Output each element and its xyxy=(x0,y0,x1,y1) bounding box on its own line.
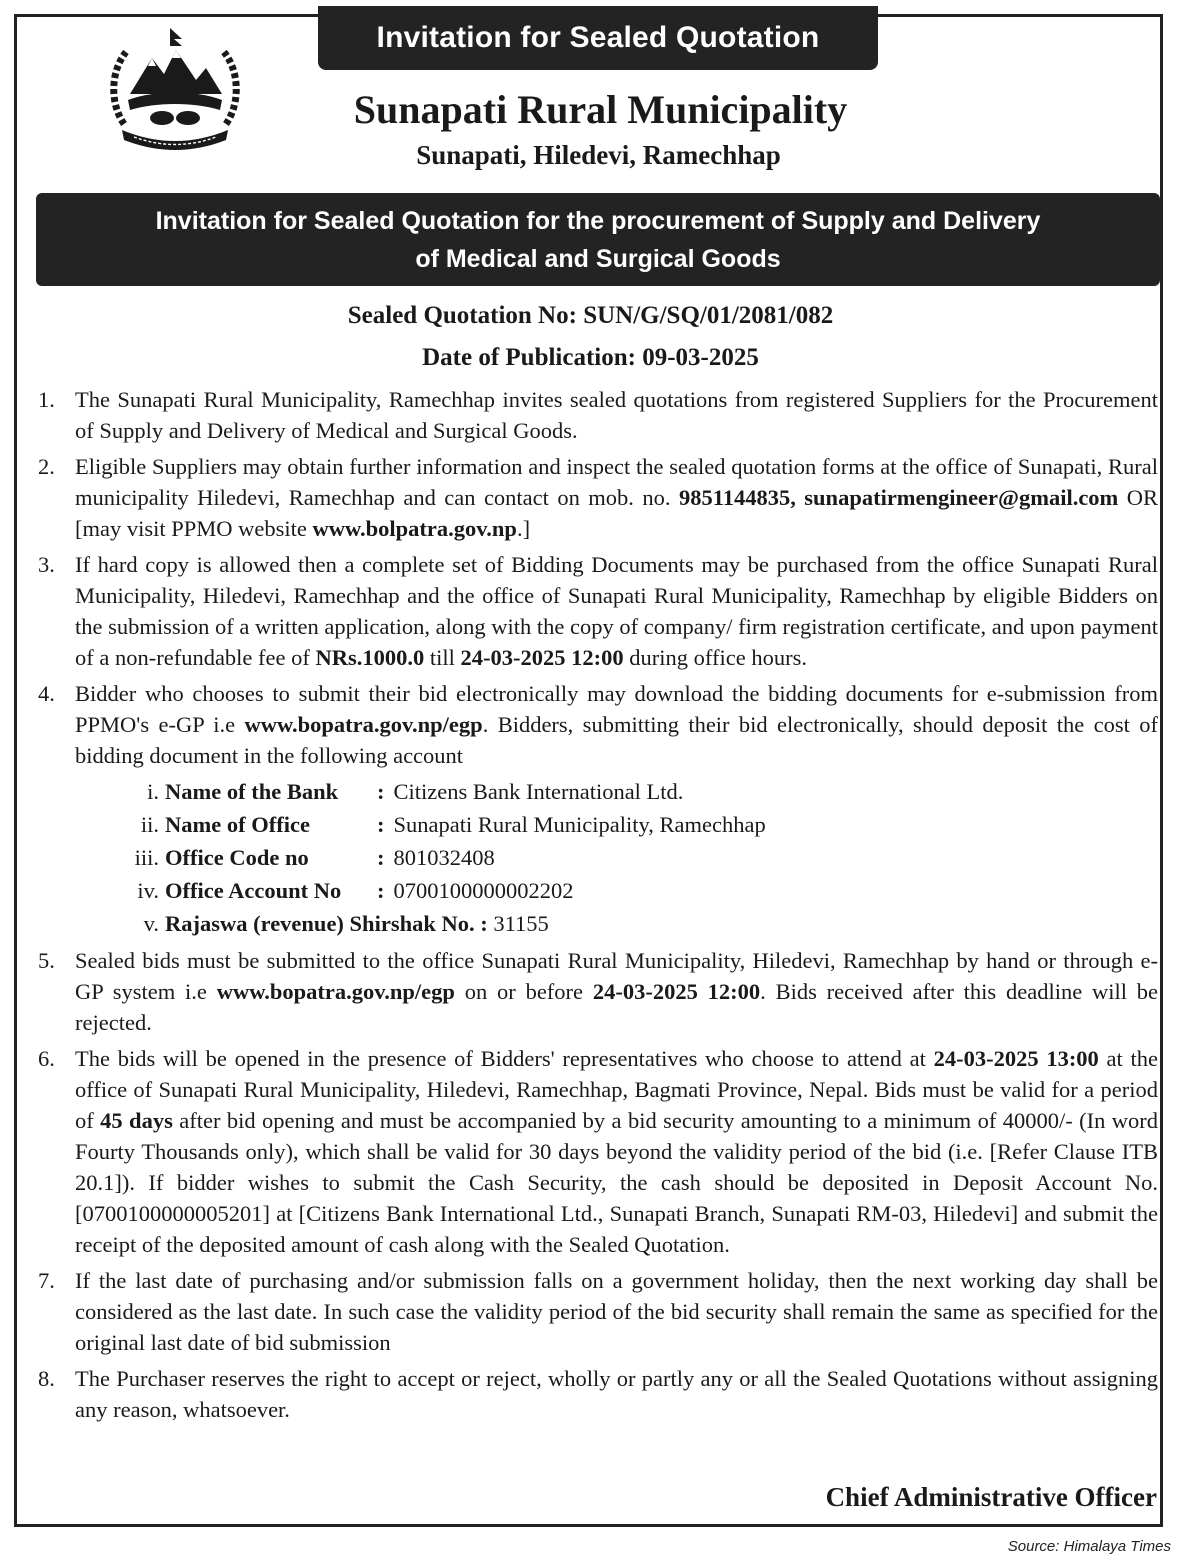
clause-8 xyxy=(38,1363,1158,1425)
clause-text: on or before xyxy=(454,979,593,1004)
source-credit: Source: Himalaya Times xyxy=(1007,1538,1171,1555)
clause-text: Eligible Suppliers may obtain further information and inspect the sealed quotation forms at the office of Sunapati, Rural municipality Hiledevi, Ramechhap and can contact on mob. no. xyxy=(75,454,1158,510)
ppmo-website: www.bolpatra.gov.np xyxy=(312,516,517,541)
clause-text: The Sunapati Rural Municipality, Ramechhap invites sealed quotations from registered Suppliers for the Procurement of Supply and Delivery of Medical and Surgical Goods. xyxy=(75,387,1158,443)
account-value: 0700100000002202 xyxy=(393,878,574,903)
account-row-account-no xyxy=(75,874,1158,907)
clause-text: OR [may visit PPMO website xyxy=(75,485,1159,541)
clause-6 xyxy=(38,1043,1158,1260)
notice-title-line1: Invitation for Sealed Quotation for the procurement of Supply and Delivery xyxy=(155,206,1041,235)
bank-account-list xyxy=(75,775,1158,940)
clause-number: 4. xyxy=(38,681,55,706)
account-value: Sunapati Rural Municipality, Ramechhap xyxy=(393,812,766,837)
clause-text: If hard copy is allowed then a complete set of Bidding Documents may be purchased from the office Sunapati Rural Municipality, Hiledevi, Ramechhap and the office of Sunapati Rural Municipality, Ramechhap by eligible Bidders on the submission of a written application, along with the copy of company/ firm registration certificate, and upon payment of a non-refundable fee of xyxy=(75,552,1158,670)
clause-number: 2. xyxy=(38,454,55,479)
clause-text: during office hours. xyxy=(623,645,807,670)
clause-text: Sealed bids must be submitted to the office Sunapati Rural Municipality, Hiledevi, Ramechhap by hand or through e-GP system i.e xyxy=(75,948,1158,1004)
egp-website: www.bopatra.gov.np/egp xyxy=(244,712,483,737)
egp-website: www.bopatra.gov.np/egp xyxy=(216,979,455,1004)
clause-1 xyxy=(38,384,1158,446)
publication-date: Date of Publication: 09-03-2025 xyxy=(422,344,759,371)
row-numeral: iv. xyxy=(137,878,159,903)
organization-address: Sunapati, Hiledevi, Ramechhap xyxy=(416,140,781,170)
top-banner: Invitation for Sealed Quotation xyxy=(318,6,878,70)
document-fee: NRs.1000.0 xyxy=(315,645,425,670)
purchase-deadline: 24-03-2025 12:00 xyxy=(460,645,624,670)
notice-title-line2: of Medical and Surgical Goods xyxy=(415,244,781,273)
clause-text: till xyxy=(424,645,461,670)
clause-2 xyxy=(38,451,1158,544)
clause-text: after bid opening and must be accompanied by a bid security amounting to a minimum of 40000/- (In word Fourty Thousands only), which shall be valid for 30 days beyond the validity period of the bid (i.e. [Refer Clause ITB 20.1]). If bidder wishes to submit the Cash Security, the cash should be deposited in Deposit Account No. [0700100000005201] at [Citizens Bank International Ltd., Sunapati Branch, Sunapati RM-03, Hiledevi] and submit the receipt of the deposited amount of cash along with the Sealed Quotation. xyxy=(75,1108,1158,1257)
account-row-office xyxy=(75,808,1158,841)
clause-text: The Purchaser reserves the right to accept or reject, wholly or partly any or all the Sealed Quotations without assigning any reason, whatsoever. xyxy=(75,1366,1158,1422)
notice-title-bar xyxy=(36,193,1160,286)
clause-4 xyxy=(38,678,1158,940)
row-numeral: iii. xyxy=(134,845,159,870)
clause-text: . Bids received after this deadline will be rejected. xyxy=(75,979,1159,1035)
row-numeral: ii. xyxy=(140,812,159,837)
contact-phone: 9851144835, xyxy=(678,485,796,510)
account-value: 801032408 xyxy=(393,845,495,870)
account-row-office-code xyxy=(75,841,1158,874)
organization-name: Sunapati Rural Municipality xyxy=(353,87,848,132)
colon: : xyxy=(377,779,385,804)
clause-text: . Bidders, submitting their bid electronically, should deposit the cost of bidding document in the following account xyxy=(75,712,1158,768)
clause-text: If the last date of purchasing and/or submission falls on a government holiday, then the next working day shall be considered as the last date. In such case the validity period of the bid security shall remain the same as specified for the original last date of bid submission xyxy=(75,1268,1158,1355)
clause-5 xyxy=(38,945,1158,1038)
opening-datetime: 24-03-2025 13:00 xyxy=(933,1046,1099,1071)
row-numeral: i. xyxy=(147,779,159,804)
clause-number: 6. xyxy=(38,1046,55,1071)
notice-body xyxy=(38,384,1158,1430)
account-value: Citizens Bank International Ltd. xyxy=(393,779,684,804)
clause-7 xyxy=(38,1265,1158,1358)
validity-days: 45 days xyxy=(100,1108,173,1133)
clause-3 xyxy=(38,549,1158,673)
account-label: Office Account No xyxy=(165,878,342,903)
clause-text: The bids will be opened in the presence of Bidders' representatives who choose to attend at xyxy=(75,1046,934,1071)
account-row-bank xyxy=(75,775,1158,808)
colon: : xyxy=(377,878,385,903)
row-numeral: v. xyxy=(143,911,159,936)
clause-text: .] xyxy=(516,516,531,541)
signatory-title: Chief Administrative Officer xyxy=(825,1482,1157,1512)
clause-number: 3. xyxy=(38,552,55,577)
clause-text: Bidder who chooses to submit their bid electronically may download the bidding documents for e-submission from PPMO's e-GP i.e xyxy=(75,681,1158,737)
clause-number: 7. xyxy=(38,1268,55,1293)
colon: : xyxy=(377,845,385,870)
account-row-revenue-shirshak xyxy=(75,907,1158,940)
clause-number: 5. xyxy=(38,948,55,973)
clause-number: 1. xyxy=(38,387,55,412)
account-value: 31155 xyxy=(493,911,549,936)
account-label: Rajaswa (revenue) Shirshak No. : xyxy=(165,911,488,936)
account-label: Name of the Bank xyxy=(165,779,339,804)
account-label: Name of Office xyxy=(165,812,310,837)
colon: : xyxy=(377,812,385,837)
clause-number: 8. xyxy=(38,1366,55,1391)
account-label: Office Code no xyxy=(165,845,309,870)
clause-text: at the office of Sunapati Rural Municipality, Hiledevi, Ramechhap, Bagmati Province, Nepal. Bids must be valid for a period of xyxy=(75,1046,1158,1133)
contact-email: sunapatirmengineer@gmail.com xyxy=(804,485,1119,510)
submission-deadline: 24-03-2025 12:00 xyxy=(592,979,761,1004)
quotation-number: Sealed Quotation No: SUN/G/SQ/01/2081/082 xyxy=(347,302,834,329)
